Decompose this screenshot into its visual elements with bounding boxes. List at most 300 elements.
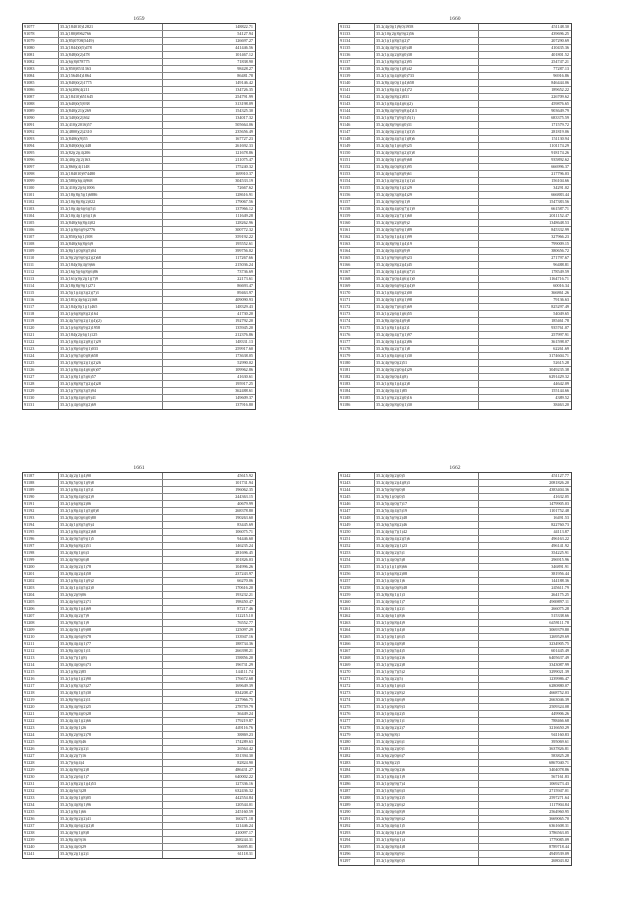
row-id: 91287	[339, 788, 375, 794]
row-id: 91234	[23, 802, 59, 808]
row-description: 35.2(5)(8)(4)(0)(2)9	[59, 494, 163, 500]
row-value: 62261.69	[553, 346, 569, 351]
row-id: 91203	[23, 585, 59, 591]
table-row	[23, 851, 255, 858]
row-description: 35.2(6)(2)(9)06	[59, 592, 163, 598]
row-value: 3234905.75	[549, 641, 569, 646]
row-description: 35.2(840)(6)(8)(4)02	[59, 220, 163, 226]
table-row	[23, 571, 255, 578]
row-id: 91106	[23, 227, 59, 233]
row-id: 91261	[339, 606, 375, 612]
row-id: 91201	[23, 571, 59, 577]
row-value: 2509324.08	[549, 704, 569, 709]
table-row	[23, 45, 255, 52]
row-description: 35.2(8)(6)(8)(2)51	[59, 543, 163, 549]
row-description: 35.2(4)(0)(2)(7)(1)60	[375, 213, 479, 219]
table-row	[339, 732, 571, 739]
table-row	[23, 199, 255, 206]
row-value: 127336.16	[235, 781, 253, 786]
row-value: 176672.68	[235, 676, 253, 681]
row-id: 91171	[339, 297, 375, 303]
row-description: 35.2(4)(0)(1)(4)(6)(7)3	[375, 269, 479, 275]
row-value: 40679.99	[237, 501, 253, 506]
row-value: 496163.22	[551, 536, 569, 541]
table-row	[23, 578, 255, 585]
table-row	[23, 290, 255, 297]
table-row	[339, 199, 571, 206]
row-value: 112215.10	[235, 613, 253, 618]
table-row	[23, 788, 255, 795]
row-description: 35.2(6)(4)(2)(0)1	[375, 746, 479, 752]
row-value: 54127.94	[237, 31, 253, 36]
row-id: 91140	[339, 80, 375, 86]
row-value: 361598.07	[551, 339, 569, 344]
row-value: 34291.02	[553, 185, 569, 190]
row-description: 35.2(1)(0)(7)(5)2	[375, 669, 479, 675]
row-value: 227966.75	[235, 697, 253, 702]
row-value: 268244.31	[235, 837, 253, 842]
table-row	[23, 234, 255, 241]
table-row	[23, 276, 255, 283]
row-value: 77287.13	[553, 66, 569, 71]
row-description: 35.2(4)(0)(5)(9)(1)5	[59, 536, 163, 542]
table-row	[339, 129, 571, 136]
row-id: 91242	[339, 473, 375, 479]
row-value: 3637826.81	[549, 746, 569, 751]
row-description: 35.2(848)0(2)478	[59, 52, 163, 58]
row-id: 91132	[339, 24, 375, 30]
row-id: 91284	[339, 767, 375, 773]
table-row	[339, 571, 571, 578]
row-description: 35.2(4)(8)(9)(2)8	[59, 767, 163, 773]
row-value: 259917.60	[235, 346, 253, 351]
table-row	[339, 206, 571, 213]
table-row	[23, 795, 255, 802]
row-description: 35.2(6)(9)(8)1	[375, 732, 479, 738]
row-value: 661587.71	[551, 206, 569, 211]
table-row	[23, 613, 255, 620]
table-row	[339, 360, 571, 367]
row-description: 35.2(8)(4)(8)46	[59, 739, 163, 745]
row-value: 935892.62	[551, 157, 569, 162]
row-description: 35.2(9)(8)(5)(1)9	[59, 620, 163, 626]
row-description: 35.2(4)(0)(2)(1)78	[59, 564, 163, 570]
row-value: 169649.39	[235, 683, 253, 688]
row-value: 196731.29	[235, 662, 253, 667]
table-row	[339, 704, 571, 711]
table-row	[23, 746, 255, 753]
row-description: 35.2(4)(4)(9)(2)(0)48	[375, 45, 479, 51]
table-row	[23, 564, 255, 571]
row-description: 35.2(4)(9)(0)(9)(1)9	[375, 199, 479, 205]
row-id: 91082	[23, 59, 59, 65]
table-row	[23, 641, 255, 648]
row-id: 91208	[23, 620, 59, 626]
row-value: 666996.37	[551, 164, 569, 169]
row-description: 35.2(1)(1)(1)(8)66	[375, 564, 479, 570]
row-description: 35.2(1)(8)(4)(6)(9)41	[59, 395, 163, 401]
row-value: 44642.09	[553, 381, 569, 386]
row-description: 35.2(1)(9)(2)(2)8	[375, 662, 479, 668]
row-description: 35.2(1)(3)(4)(8)(0)733	[375, 73, 479, 79]
row-id: 91129	[23, 388, 59, 394]
row-id: 91241	[23, 851, 59, 858]
row-description: 35.2(8)(9)(6)(2)11	[59, 697, 163, 703]
row-value: 2597271.64	[549, 795, 569, 800]
row-id: 91240	[23, 844, 59, 850]
row-value: 117267.66	[235, 255, 253, 260]
row-description: 35.2(8)(4)(9)(2)25	[59, 704, 163, 710]
row-value: 160271.18	[235, 816, 253, 821]
row-id: 91123	[23, 346, 59, 352]
table-row	[339, 529, 571, 536]
row-id: 91168	[339, 276, 375, 282]
row-value: 190263.60	[235, 515, 253, 520]
row-description: 35.2(1)(8)(9)(2)(1)(2)26	[59, 360, 163, 366]
row-value: 198450.47	[235, 599, 253, 604]
table-row	[339, 402, 571, 409]
table-row	[339, 276, 571, 283]
table-row	[339, 122, 571, 129]
row-value: 188734.36	[235, 641, 253, 646]
row-description: 35.2(10)(2)(8)(9)(2)56	[375, 31, 479, 37]
row-description: 35.2(1)(0)(2)(8)2	[375, 690, 479, 696]
table-row	[23, 683, 255, 690]
row-description: 35.2(1)(0)(4)(6)9	[375, 697, 479, 703]
row-description: 35.2(85)0708(5449)	[59, 38, 163, 44]
row-id: 91245	[339, 494, 375, 500]
row-id: 91117	[23, 304, 59, 310]
row-description: 35.2(1)(9)(9)(6)(9)23	[375, 255, 479, 261]
row-description: 35.2(1)(8)(1)(4)(2)8	[375, 381, 479, 387]
row-description: 35.2(1)(8)(3)(3)27	[59, 683, 163, 689]
row-value: 683375.59	[551, 115, 569, 120]
row-description: 35.2(1)(4)(0)(1)6	[375, 578, 479, 584]
row-id: 91233	[23, 795, 59, 801]
row-id: 91147	[339, 129, 375, 135]
row-id: 91175	[339, 325, 375, 331]
row-id: 91283	[339, 760, 375, 766]
row-id: 91209	[23, 627, 59, 633]
row-id: 91159	[339, 213, 375, 219]
row-id: 91144	[339, 108, 375, 114]
row-description: 35.2(9)(2)(1)(2)1	[59, 851, 163, 858]
row-description: 35.2(1)(0)(6)(2)6	[375, 655, 479, 661]
row-value: 83445.69	[237, 522, 253, 527]
row-description: 35.2(4)(0)(2)(2)7	[375, 725, 479, 731]
table-row	[23, 501, 255, 508]
row-value: 327966.23	[551, 234, 569, 239]
row-value: 6405637.49	[549, 655, 569, 660]
row-id: 91164	[339, 248, 375, 254]
table-row	[23, 31, 255, 38]
row-description: 35.2(4)(0)(2)(6)1	[375, 739, 479, 745]
row-value: 410435.36	[551, 45, 569, 50]
table-row	[23, 150, 255, 157]
row-id: 91216	[23, 676, 59, 682]
row-value: 60016.34	[553, 283, 569, 288]
row-id: 91291	[339, 816, 375, 822]
row-value: 98428.27	[237, 66, 253, 71]
row-description: 35.2(4)(0)(8)(1)(2)29	[375, 185, 479, 191]
row-value: 151130.94	[551, 136, 569, 141]
table-row	[339, 522, 571, 529]
table-row	[339, 725, 571, 732]
table-row	[23, 129, 255, 136]
row-value: 3404078.86	[549, 767, 569, 772]
table-row	[23, 522, 255, 529]
row-id: 91133	[339, 31, 375, 37]
row-description: 35.2(5)(4)(2)(5)	[375, 676, 479, 682]
table-row	[23, 669, 255, 676]
row-description: 35.2(1)(0)(8)(4)9	[375, 620, 479, 626]
row-value: 87217.46	[237, 606, 253, 611]
table-row	[339, 634, 571, 641]
row-id: 91135	[339, 45, 375, 51]
table-row	[23, 543, 255, 550]
row-value: 111649.28	[235, 213, 253, 218]
row-description: 35.2(8)(4)(2)(7)(1)8	[375, 346, 479, 352]
row-id: 91198	[23, 550, 59, 556]
row-description: 35.2(6)(4)(0)29	[59, 844, 163, 850]
row-description: 35.2(580)(6)(4)968	[59, 178, 163, 184]
row-id: 91289	[339, 802, 375, 808]
row-description: 35.2(8)(4)(4)(1)77	[59, 641, 163, 647]
row-description: 35.2(1)(0)(1)(6)5	[375, 634, 479, 640]
row-value: 134017.32	[235, 115, 253, 120]
row-value: 36449.24	[237, 711, 253, 716]
row-id: 91219	[23, 697, 59, 703]
table-row	[339, 136, 571, 143]
row-value: 144111.74	[235, 669, 253, 674]
row-value: 144188.36	[551, 578, 569, 583]
row-value: 3174604.71	[549, 353, 569, 358]
row-value: 101826.03	[235, 557, 253, 562]
table-row	[339, 676, 571, 683]
row-description: 35.2(4)(0)(0)(4)(8)	[375, 374, 479, 380]
row-id: 91278	[339, 725, 375, 731]
row-description: 35.2(4)(0)(6)(8)9	[375, 809, 479, 815]
row-id: 91124	[23, 353, 59, 359]
table-row	[339, 487, 571, 494]
table-row	[339, 339, 571, 346]
row-description: 35.2(4800)(2)2310	[59, 129, 163, 135]
row-value: 73736.69	[237, 269, 253, 274]
row-value: 380656.72	[551, 248, 569, 253]
row-id: 91267	[339, 648, 375, 654]
row-description: 35.2(4)(0)(2)(6)(1)(3)5	[375, 129, 479, 135]
row-id: 91218	[23, 690, 59, 696]
row-description: 35.2(8)(4)(6)(2)(2)8	[59, 823, 163, 829]
row-value: 3216650.29	[549, 725, 569, 730]
row-id: 91095	[23, 150, 59, 156]
row-description: 35.2(1)(0)(8)(0)5	[375, 858, 479, 865]
row-value: 2011152.47	[549, 213, 569, 218]
row-value: 4969897.11	[549, 599, 569, 604]
row-value: 4389.52	[555, 395, 569, 400]
row-value: 101467.12	[235, 52, 253, 57]
table-row	[23, 676, 255, 683]
row-description: 35.2(8)(4)(0)(6)(0)80	[59, 515, 163, 521]
row-value: 189652.22	[551, 87, 569, 92]
row-id: 91170	[339, 290, 375, 296]
row-value: 1117904.84	[549, 802, 569, 807]
row-id: 91108	[23, 241, 59, 247]
row-value: 505664.06	[235, 122, 253, 127]
row-id: 91210	[23, 634, 59, 640]
table-row	[23, 108, 255, 115]
row-id: 91083	[23, 66, 59, 72]
row-id: 91232	[23, 788, 59, 794]
row-description: 35.2(4)(6)(3)28	[59, 788, 163, 794]
row-description: 35.2(184)(0)(1)(1)465	[59, 304, 163, 310]
row-description: 35.2(1)(8)(4)(1)(5)1	[59, 487, 163, 493]
row-value: 401801.52	[551, 52, 569, 57]
row-value: 96916.86	[553, 73, 569, 78]
row-description: 35.2(410)(2)(6)1006	[59, 185, 163, 191]
row-description: 35.2(8)(4)(0)(1)(8)42	[375, 66, 479, 72]
row-id: 91137	[339, 59, 375, 65]
row-description: 35.2(8)(4)(9)(9)(8)(4)13	[375, 108, 479, 114]
table-row	[23, 136, 255, 143]
row-description: 35.2(8)(4)(2)(4)58	[59, 571, 163, 577]
row-value: 451127.77	[551, 473, 569, 478]
row-description: 35.2(4)(8)(1)(6)3	[59, 550, 163, 556]
table-row	[23, 830, 255, 837]
row-value: 278759.79	[235, 704, 253, 709]
row-id: 91195	[23, 529, 59, 535]
row-value: 451148.30	[551, 24, 569, 29]
row-id: 91101	[23, 192, 59, 198]
row-description: 35.2(4)(0)(4)(7)(1)97	[375, 332, 479, 338]
table-row	[23, 395, 255, 402]
row-value: 121678.86	[235, 150, 253, 155]
table-row	[23, 143, 255, 150]
row-value: 1101752.48	[549, 508, 569, 513]
row-value: 362488.61	[235, 388, 253, 393]
row-value: 171579.72	[551, 122, 569, 127]
row-id: 91103	[23, 206, 59, 212]
table-row	[23, 115, 255, 122]
row-id: 91105	[23, 220, 59, 226]
row-description: 35.2(4)(6)(7)(1)42	[375, 529, 479, 535]
table-row	[339, 108, 571, 115]
row-description: 35.2(184)(0)(4)(9)66	[59, 262, 163, 268]
table-row	[339, 669, 571, 676]
table-row	[339, 613, 571, 620]
table-row	[23, 52, 255, 59]
row-id: 91160	[339, 220, 375, 226]
row-description: 35.2(1)(8)(4)(9)(2)00	[375, 290, 479, 296]
row-description: 35.2(4)(2)(7)16	[59, 753, 163, 759]
row-value: 261692.33	[235, 143, 253, 148]
row-id: 91138	[339, 66, 375, 72]
row-id: 91127	[23, 374, 59, 380]
row-id: 91173	[339, 311, 375, 317]
table-row	[23, 473, 255, 480]
table-row	[339, 115, 571, 122]
table-row	[23, 185, 255, 192]
row-description: 35.2(1)(8)(8)(5)(2)95	[375, 59, 479, 65]
row-description: 35.2(8)(4)(2)(7)9	[59, 613, 163, 619]
row-value: 6459111.78	[549, 620, 569, 625]
row-id: 91256	[339, 571, 375, 577]
row-description: 35.2(10)(4)(1)(6)(1)6	[59, 213, 163, 219]
table-row	[23, 66, 255, 73]
row-id: 91134	[339, 38, 375, 44]
row-description: 35.2(4)(0)(3)(8)(4)29	[375, 192, 479, 198]
table-row	[23, 178, 255, 185]
block-title: 1659	[133, 16, 145, 22]
table-row	[23, 627, 255, 634]
row-value: 1779085.09	[549, 837, 569, 842]
row-id: 91154	[339, 178, 375, 184]
row-description: 35.2(8)(1)(0)(8)(5)04	[59, 248, 163, 254]
row-value: 106075.71	[235, 529, 253, 534]
row-value: 52615.28	[553, 360, 569, 365]
table-row	[23, 774, 255, 781]
table-row	[339, 788, 571, 795]
table-row	[339, 494, 571, 501]
row-description: 35.2(4)(0)(1)26	[59, 725, 163, 731]
table-row	[23, 206, 255, 213]
row-description: 35.2(1)(8)(4)(6)(1)30	[375, 353, 479, 359]
row-value: 215036.24	[235, 262, 253, 267]
row-description: 35.2(1)(0)(4)(2)5	[375, 711, 479, 717]
row-id: 91181	[339, 367, 375, 373]
row-value: 6280880.07	[549, 683, 569, 688]
table-row	[23, 592, 255, 599]
table-row	[23, 171, 255, 178]
row-id: 91172	[339, 304, 375, 310]
row-value: 38869.23	[237, 732, 253, 737]
row-value: 54049.65	[553, 311, 569, 316]
row-id: 91088	[23, 101, 59, 107]
table-row	[339, 627, 571, 634]
table-row	[23, 718, 255, 725]
row-value: 135945.20	[235, 325, 253, 330]
row-description: 35.2(4)(0)(2)(5)1	[375, 550, 479, 556]
table-row	[23, 711, 255, 718]
row-description: 35.2(6)(5)(8)(2)46	[375, 522, 479, 528]
table-block-1660	[338, 16, 572, 410]
row-description: 35.2(1)(8)(7)(9)(5)5(1)	[375, 115, 479, 121]
row-value: 71838.90	[237, 59, 253, 64]
row-value: 94446.60	[237, 536, 253, 541]
row-value: 381956.44	[551, 571, 569, 576]
row-description: 35.2(9)(2)(9)(0)(2)(2)68	[59, 255, 163, 261]
table-row	[23, 606, 255, 613]
row-id: 91081	[23, 52, 59, 58]
row-value: 3669065.70	[549, 816, 569, 821]
row-description: 35.2(5)(0)(1)(4)(1)99	[375, 234, 479, 240]
row-id: 91120	[23, 325, 59, 331]
row-value: 300772.32	[235, 227, 253, 232]
table-row	[339, 550, 571, 557]
row-description: 35.2(156404)1864	[59, 73, 163, 79]
row-description: 35.2(16)(5)(6)(8)(6)86	[59, 269, 163, 275]
row-value: 1069273.43	[549, 781, 569, 786]
row-id: 91270	[339, 669, 375, 675]
row-id: 91202	[23, 578, 59, 584]
row-id: 91228	[23, 760, 59, 766]
row-description: 35.2(1)(2)(6)(1)(6)55	[375, 311, 479, 317]
row-value: 281819.06	[551, 129, 569, 134]
table-row	[339, 620, 571, 627]
row-value: 178549.59	[551, 269, 569, 274]
table-row	[23, 80, 255, 87]
table-row	[23, 844, 255, 851]
